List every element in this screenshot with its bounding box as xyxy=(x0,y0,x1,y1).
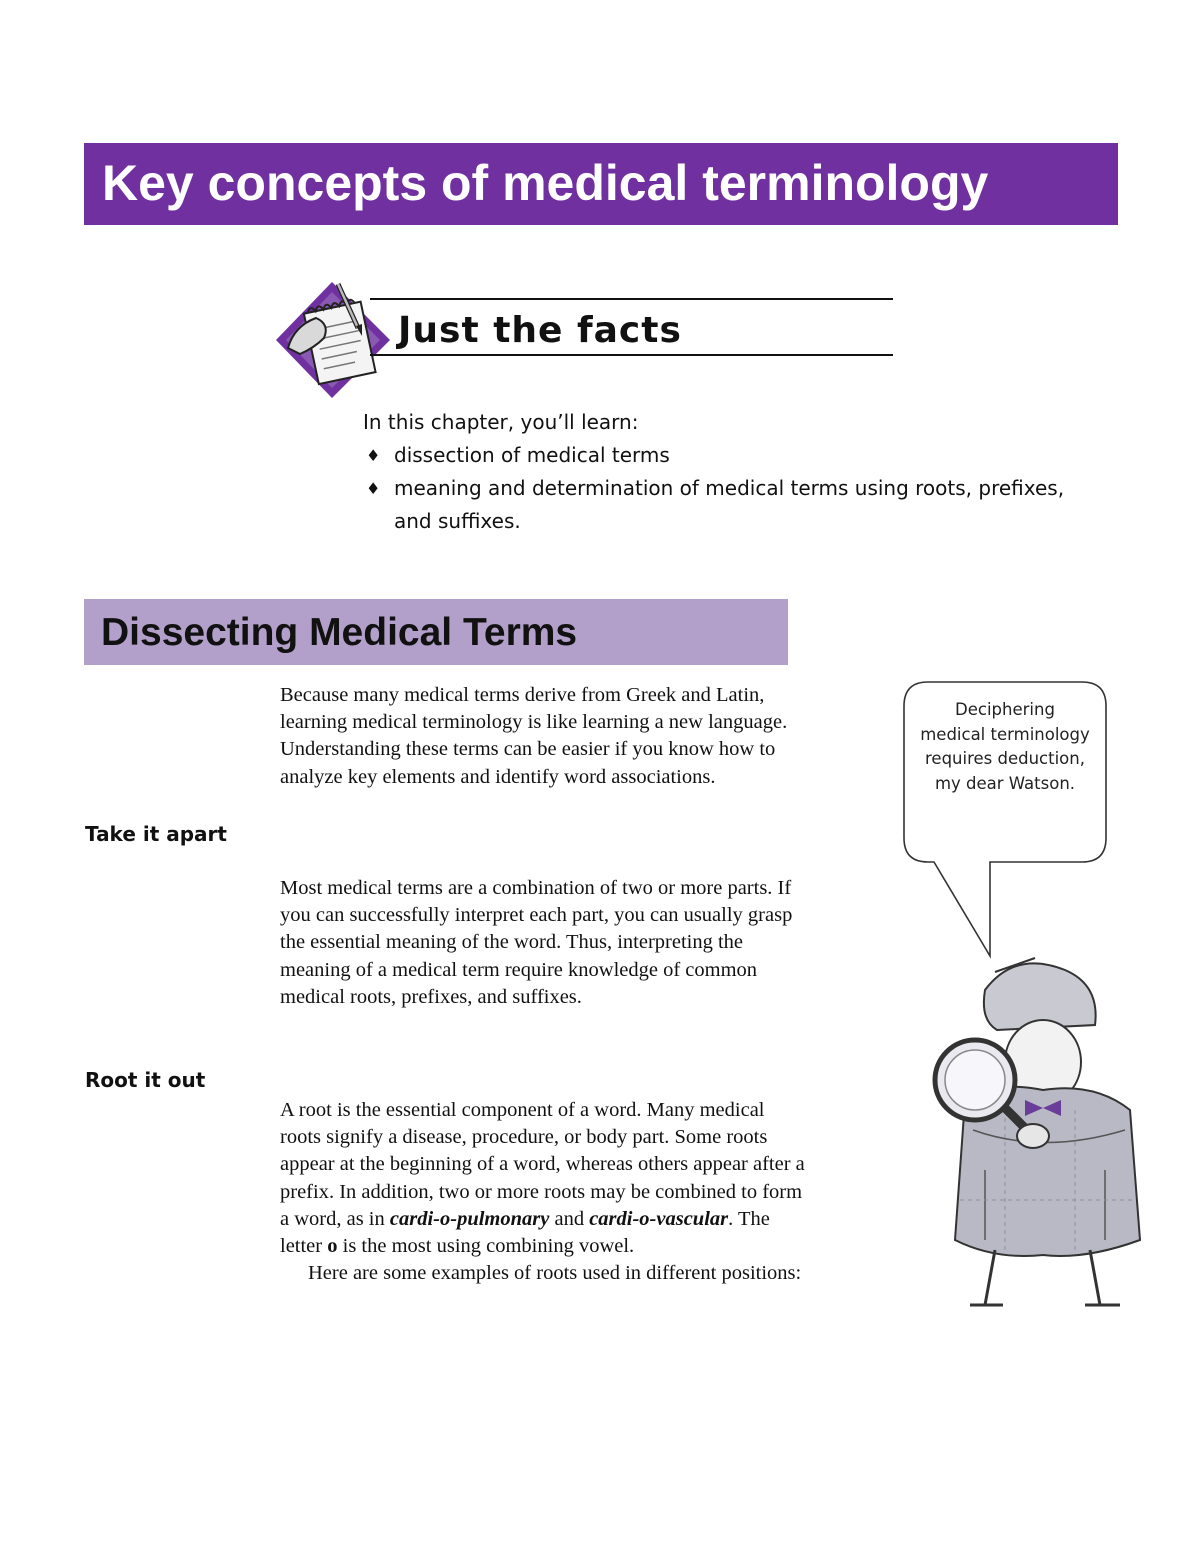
chapter-title: Key concepts of medical terminology xyxy=(102,155,989,211)
facts-top-rule xyxy=(370,298,893,300)
facts-bottom-rule xyxy=(370,354,893,356)
list-item xyxy=(366,439,1066,472)
list-item xyxy=(366,472,1066,538)
examples-lead-in: Here are some examples of roots used in different positions: xyxy=(308,1262,802,1285)
intro-paragraph: Because many medical terms derive from Greek and Latin, learning medical terminology is like learning a new language. Understanding these terms can be easier if you know how to analyze key elements and identify word associations. xyxy=(280,684,788,788)
example-term: cardi-o-vascular xyxy=(589,1207,729,1230)
take-it-apart-paragraph: Most medical terms are a combination of two or more parts. If you can successfully interpret each part, you can usually grasp the essential meaning of the word. Thus, interpreting the meaning of a medical term require knowledge of common medical roots, prefixes, and suffixes. xyxy=(280,877,793,1008)
facts-heading: Just the facts xyxy=(398,310,682,351)
objectives-list xyxy=(366,439,1066,538)
objective-text: meaning and determination of medical terms using roots, prefixes, and suffixes. xyxy=(394,476,1065,533)
detective-magnifying-glass-illustration xyxy=(925,950,1165,1320)
root-it-out-paragraph: A root is the essential component of a word. Many medical roots signify a disease, procedure, or body part. Some roots appear at the beginning of a word, whereas others appear after a prefix. In addition, two or more roots may be combined to form a word, as in cardi-o-pulmonary and cardi-o-vascular. The letter o is the most using combining vowel. Here are some examples of roots used in different positions: xyxy=(280,1099,805,1285)
subheading-take-it-apart: Take it apart xyxy=(85,822,227,846)
example-term: cardi-o-pulmonary xyxy=(389,1207,550,1230)
subheading-root-it-out: Root it out xyxy=(85,1068,206,1092)
objective-text: dissection of medical terms xyxy=(394,443,670,467)
notepad-pencil-icon xyxy=(274,278,394,402)
combining-vowel: o xyxy=(327,1235,338,1258)
speech-bubble-text: Deciphering medical terminology requires deduction, my dear Watson. xyxy=(920,700,1090,793)
section-title: Dissecting Medical Terms xyxy=(101,611,578,654)
bullet-diamond-icon: ♦ xyxy=(366,446,381,465)
bullet-diamond-icon: ♦ xyxy=(366,479,381,498)
chapter-intro: In this chapter, you’ll learn: xyxy=(363,410,639,434)
